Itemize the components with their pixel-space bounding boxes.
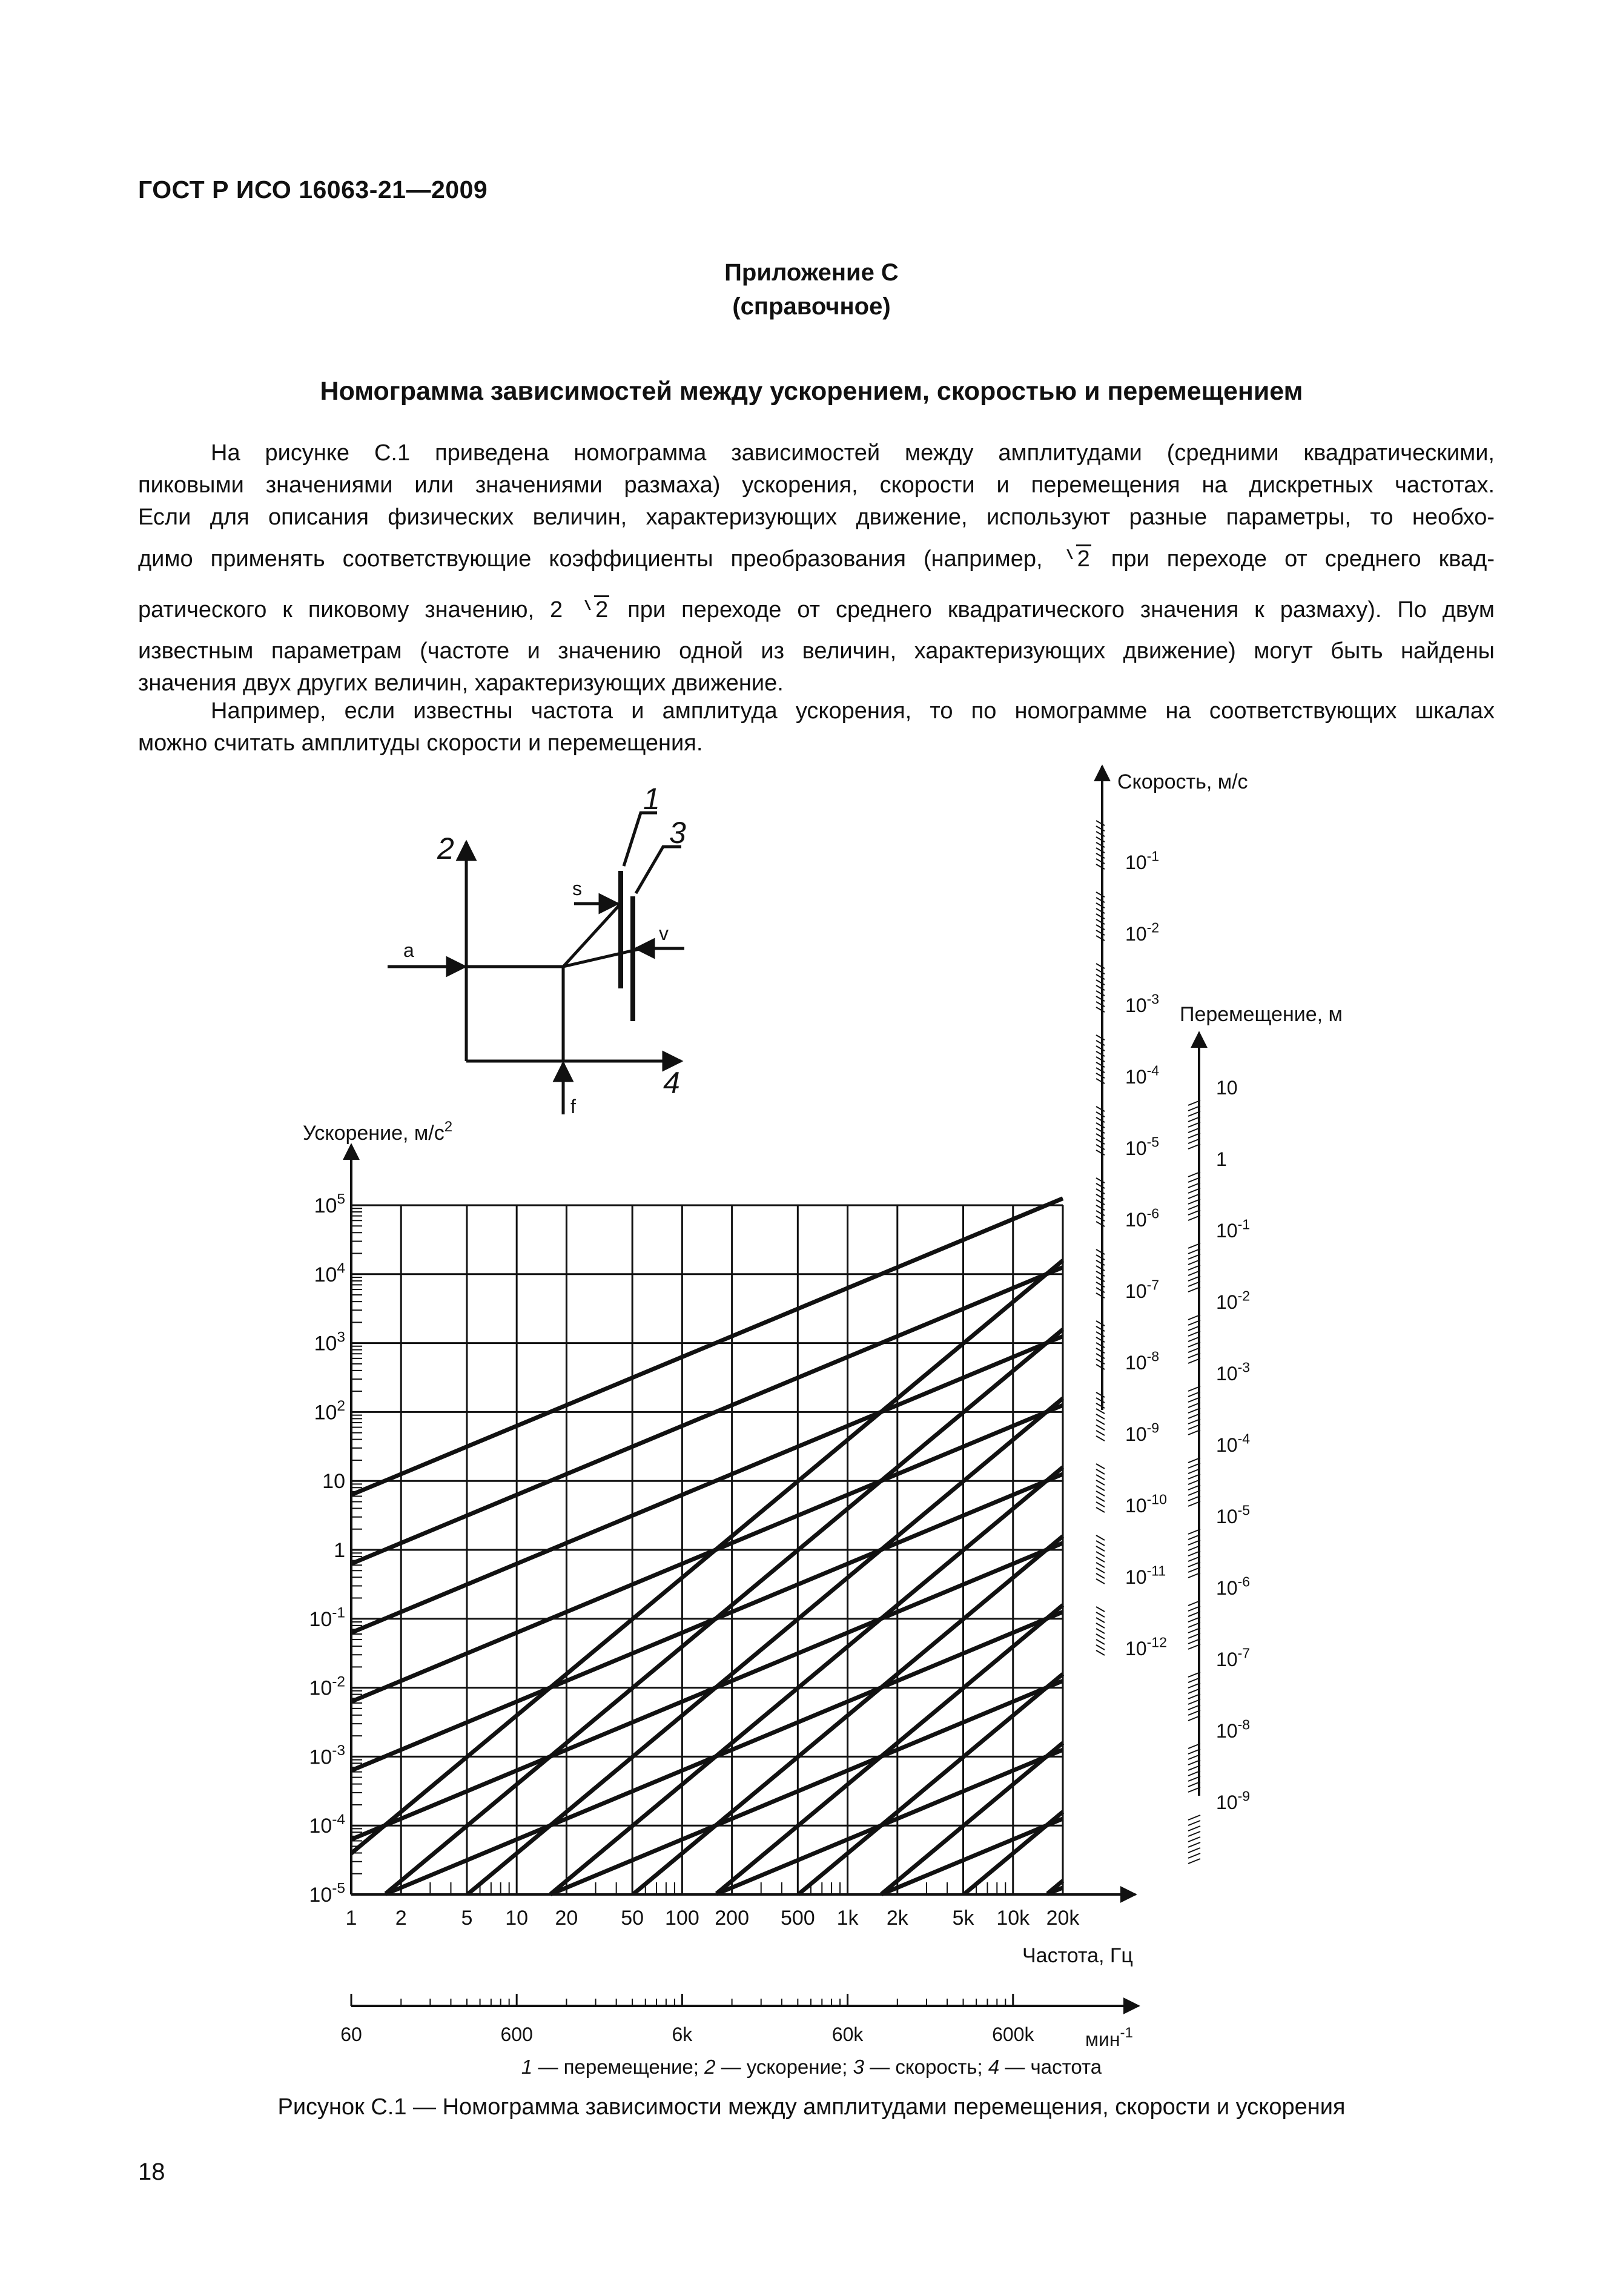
- displacement-hatch: [1188, 1826, 1200, 1831]
- velocity-hatch: [1096, 1535, 1105, 1540]
- tick-exponent: -2: [1237, 1288, 1251, 1304]
- tick-exponent: -8: [1237, 1716, 1251, 1733]
- tick-exponent: -3: [332, 1742, 345, 1759]
- legend-text: — частота: [999, 2056, 1102, 2078]
- legend-text: — перемещение;: [532, 2056, 705, 2078]
- text-run: при переходе от среднего квадратического значения к размаху). По двум: [627, 597, 1495, 623]
- tick-base: 10: [1125, 1209, 1147, 1231]
- tick-exponent: -11: [1146, 1563, 1166, 1579]
- tick-exponent: 4: [337, 1260, 345, 1277]
- tick-base: 10: [1216, 1291, 1238, 1313]
- tick-exponent: -6: [1237, 1573, 1251, 1590]
- x-tick-label: 5: [461, 1907, 473, 1930]
- tick-exponent: -4: [1237, 1431, 1251, 1447]
- displacement-scale-label: [1216, 1360, 1250, 1385]
- x-tick-label: 1: [345, 1907, 357, 1930]
- tick-base: 10: [1216, 1649, 1238, 1670]
- plot-diagonals: [351, 1199, 1063, 1894]
- velocity-hatch: [1096, 1623, 1105, 1628]
- tick-base: 10: [1216, 1720, 1238, 1742]
- tick-exponent: -12: [1146, 1634, 1167, 1650]
- tick-base: 1: [1216, 1148, 1227, 1170]
- displacement-scale-label: [1216, 1646, 1250, 1670]
- tick-exponent: 2: [337, 1398, 345, 1415]
- tick-exponent: -3: [1146, 991, 1160, 1007]
- velocity-hatch: [1096, 1650, 1105, 1655]
- tick-base: 10: [314, 1401, 337, 1424]
- inset-leader-3: [636, 847, 681, 893]
- tick-base: 10: [314, 1194, 337, 1217]
- displacement-hatch: [1188, 1837, 1200, 1842]
- inset-diagram: [388, 813, 684, 1114]
- legend-number: 4: [988, 2056, 1000, 2078]
- velocity-hatch: [1096, 1579, 1105, 1584]
- tick-exponent: -7: [1237, 1645, 1251, 1661]
- rpm-unit-sup: -1: [1120, 2025, 1133, 2041]
- displacement-scale: [1188, 1077, 1250, 1864]
- displacement-line: [881, 1743, 1063, 1894]
- tick-base: 10: [1125, 1423, 1147, 1445]
- displacement-scale-label: [1216, 1503, 1250, 1527]
- x-tick-label: 10: [505, 1907, 529, 1930]
- displacement-hatch: [1188, 1815, 1200, 1820]
- rpm-tick-label: 60: [340, 2023, 362, 2045]
- tick-base: 10: [1216, 1791, 1238, 1813]
- text-run: ратического к пиковому значению, 2: [138, 597, 563, 623]
- velocity-hatch: [1096, 1431, 1105, 1435]
- velocity-hatch: [1096, 1541, 1105, 1546]
- displacement-hatch: [1188, 1848, 1200, 1853]
- tick-base: 10: [1216, 1077, 1238, 1099]
- inset-label-2: 2: [437, 832, 454, 865]
- tick-exponent: -6: [1146, 1205, 1160, 1222]
- displacement-hatch: [1188, 1821, 1200, 1825]
- velocity-hatch: [1096, 1486, 1105, 1490]
- tick-base: 10: [1216, 1434, 1238, 1456]
- page-number: 18: [138, 2159, 165, 2185]
- x-tick-label: 100: [665, 1907, 699, 1930]
- velocity-hatch: [1096, 1469, 1105, 1474]
- rpm-tick-label: 600: [500, 2023, 533, 2045]
- velocity-line: [716, 1750, 1063, 1894]
- annex-type: (справочное): [732, 293, 891, 320]
- inset-velocity-line: [563, 948, 642, 967]
- velocity-scale-label: [1125, 1420, 1159, 1445]
- paragraph-line: пиковыми значениями или значениями размаха) ускорения, скорости и перемещения на дискретных частотах.: [138, 472, 1495, 498]
- velocity-hatch: [1096, 1634, 1105, 1639]
- velocity-hatch: [1096, 1497, 1105, 1501]
- tick-base: 10: [1125, 852, 1147, 873]
- displacement-scale-label: [1216, 1288, 1250, 1313]
- tick-base: 10: [1125, 1066, 1147, 1088]
- rpm-unit-label: [1085, 2025, 1133, 2050]
- plot-grid: [351, 1205, 1063, 1894]
- tick-base: 10: [314, 1263, 337, 1286]
- velocity-line: [386, 1612, 1063, 1894]
- rpm-tick-label: 600k: [992, 2023, 1034, 2045]
- inset-displacement-line: [563, 904, 621, 967]
- velocity-scale-label: [1125, 1063, 1159, 1088]
- tick-exponent: -2: [332, 1673, 345, 1690]
- freq-axis-title: Частота, Гц: [1022, 1944, 1133, 1967]
- y-tick-label: [309, 1673, 345, 1699]
- displacement-scale-label: [1216, 1574, 1250, 1599]
- displacement-hatch: [1188, 1831, 1200, 1836]
- tick-base: 10: [309, 1676, 332, 1700]
- tick-exponent: -3: [1237, 1359, 1251, 1375]
- tick-base: 10: [1125, 994, 1147, 1016]
- velocity-hatch: [1096, 1629, 1105, 1633]
- tick-base: 10: [314, 1332, 337, 1355]
- velocity-hatch: [1096, 1480, 1105, 1485]
- sqrt-radicand: 2: [1076, 544, 1091, 572]
- velocity-hatch: [1096, 1502, 1105, 1507]
- velocity-hatch: [1096, 1568, 1105, 1573]
- x-tick-label: 20: [555, 1907, 578, 1930]
- tick-base: 10: [1216, 1220, 1238, 1242]
- velocity-line: [881, 1819, 1063, 1894]
- figure-legend: [0, 2056, 1623, 2079]
- velocity-scale-label: [1125, 1635, 1167, 1659]
- displacement-scale-label: [1216, 1788, 1250, 1813]
- velocity-scale: [1096, 821, 1167, 1659]
- tick-exponent: -5: [1146, 1134, 1160, 1150]
- tick-base: 10: [1125, 1638, 1147, 1659]
- paragraph-line: Если для описания физических величин, характеризующих движение, используют разные параметры, то необхо-: [138, 505, 1495, 530]
- paragraph-line: известным параметрам (частоте и значению одной из величин, характеризующих движение) могут быть найдены: [138, 638, 1495, 664]
- velocity-scale-label: [1125, 849, 1159, 873]
- velocity-scale-label: [1125, 1563, 1166, 1588]
- velocity-hatch: [1096, 1645, 1105, 1650]
- velocity-hatch: [1096, 1491, 1105, 1496]
- legend-number: 3: [853, 2056, 864, 2078]
- velocity-scale-label: [1125, 1206, 1159, 1231]
- tick-exponent: -9: [1237, 1788, 1251, 1804]
- y-tick-label: [309, 1742, 345, 1768]
- paragraph-line: На рисунке С.1 приведена номограмма зависимостей между амплитудами (средними квадратическими,: [211, 440, 1495, 466]
- tick-base: 10: [309, 1884, 332, 1907]
- x-tick-label: 2k: [886, 1907, 908, 1930]
- sqrt-radicand: 2: [594, 595, 609, 623]
- rpm-axis: [340, 1994, 1139, 2050]
- accel-axis-title: [303, 1119, 452, 1145]
- velocity-hatch: [1096, 1639, 1105, 1644]
- inset-label-v: v: [659, 922, 669, 944]
- y-tick-label: [314, 1398, 345, 1424]
- text-run: димо применять соответствующие коэффициенты преобразования (например,: [138, 546, 1043, 572]
- tick-exponent: -1: [332, 1604, 345, 1621]
- velocity-scale-label: [1125, 920, 1159, 945]
- legend-text: — скорость;: [864, 2056, 988, 2078]
- y-tick-label: [309, 1811, 345, 1838]
- tick-exponent: -9: [1146, 1420, 1160, 1436]
- velocity-hatch: [1096, 1618, 1105, 1623]
- tick-base: 10: [1125, 1566, 1147, 1588]
- inset-label-1: 1: [643, 782, 660, 816]
- tick-base: 10: [1125, 923, 1147, 945]
- tick-base: 10: [309, 1607, 332, 1631]
- y-tick-label: [314, 1191, 345, 1217]
- velocity-scale-label: [1125, 1134, 1159, 1159]
- x-tick-label: 20k: [1046, 1907, 1080, 1930]
- section-title: Номограмма зависимостей между ускорением, скоростью и перемещением: [320, 377, 1303, 406]
- y-tick-label: [334, 1539, 345, 1562]
- tick-exponent: -8: [1146, 1348, 1160, 1365]
- tick-base: 10: [1216, 1363, 1238, 1385]
- accel-axis-title-text: Ускорение, м/с: [303, 1122, 445, 1145]
- rpm-tick-label: 60k: [831, 2023, 864, 2045]
- displacement-scale-label: [1216, 1148, 1227, 1170]
- velocity-hatch: [1096, 1414, 1105, 1419]
- velocity-scale-label: [1125, 1349, 1159, 1374]
- x-tick-label: 2: [395, 1907, 407, 1930]
- y-tick-label: [314, 1329, 345, 1355]
- velocity-hatch: [1096, 1607, 1105, 1612]
- displacement-line: [716, 1605, 1063, 1893]
- x-tick-label: 10k: [996, 1907, 1030, 1930]
- x-tick-label: 1k: [836, 1907, 859, 1930]
- inset-label-4: 4: [663, 1066, 680, 1100]
- rpm-unit-text: мин: [1085, 2028, 1120, 2050]
- paragraph-line: можно считать амплитуды скорости и перемещения.: [138, 730, 703, 756]
- tick-exponent: -4: [1146, 1062, 1160, 1079]
- tick-exponent: -7: [1146, 1277, 1160, 1293]
- displacement-hatch: [1188, 1842, 1200, 1847]
- velocity-hatch: [1096, 1563, 1105, 1567]
- y-tick-label: [309, 1605, 345, 1631]
- text-run: при переходе от среднего квад-: [1111, 546, 1495, 572]
- tick-base: 10: [309, 1745, 332, 1769]
- x-tick-label: 200: [715, 1907, 749, 1930]
- displacement-hatch: [1188, 1859, 1200, 1864]
- accel-axis-title-sup: 2: [444, 1119, 453, 1135]
- tick-exponent: -10: [1146, 1491, 1167, 1507]
- velocity-scale-label: [1125, 1277, 1159, 1302]
- tick-base: 1: [334, 1539, 345, 1562]
- displacement-hatch: [1188, 1853, 1200, 1858]
- displacement-axis-title: Перемещение, м: [1180, 1003, 1343, 1026]
- tick-exponent: -1: [1237, 1216, 1251, 1232]
- velocity-line: [550, 1681, 1063, 1894]
- paragraph-line: Например, если известны частота и амплитуда ускорения, то по номограмме на соответствующих шкалах: [211, 698, 1495, 724]
- tick-exponent: -1: [1146, 848, 1160, 864]
- rpm-tick-label: 6k: [672, 2023, 693, 2045]
- velocity-scale-label: [1125, 1492, 1167, 1517]
- inset-label-a: a: [403, 939, 414, 961]
- tick-exponent: -4: [332, 1811, 345, 1828]
- tick-base: 10: [1125, 1495, 1147, 1517]
- legend-text: — ускорение;: [715, 2056, 853, 2078]
- y-tick-label: [309, 1881, 345, 1907]
- paragraph-line: значения двух других величин, характеризующих движение.: [138, 670, 784, 696]
- document-header: ГОСТ Р ИСО 16063-21—2009: [138, 176, 488, 203]
- tick-base: 10: [309, 1815, 332, 1838]
- displacement-line: [386, 1329, 1063, 1894]
- y-tick-label: [314, 1260, 345, 1286]
- velocity-hatch: [1096, 1546, 1105, 1551]
- tick-exponent: 5: [337, 1191, 345, 1208]
- velocity-hatch: [1096, 1573, 1105, 1578]
- displacement-line: [550, 1467, 1063, 1894]
- x-tick-label: 50: [621, 1907, 644, 1930]
- displacement-scale-label: [1216, 1077, 1238, 1099]
- inset-label-s: s: [572, 878, 582, 899]
- velocity-axis-title: Скорость, м/с: [1117, 770, 1248, 793]
- displacement-scale-label: [1216, 1717, 1250, 1742]
- velocity-scale-label: [1125, 991, 1159, 1016]
- y-tick-label: [322, 1470, 345, 1493]
- velocity-hatch: [1096, 1475, 1105, 1480]
- velocity-hatch: [1096, 1436, 1105, 1441]
- velocity-hatch: [1096, 1552, 1105, 1557]
- figure-caption: Рисунок С.1 — Номограмма зависимости между амплитудами перемещения, скорости и ускорения: [277, 2094, 1346, 2120]
- displacement-scale-label: [1216, 1217, 1250, 1242]
- velocity-hatch: [1096, 1425, 1105, 1430]
- tick-base: 10: [1125, 1137, 1147, 1159]
- inset-label-3: 3: [669, 816, 686, 850]
- velocity-hatch: [1096, 1612, 1105, 1617]
- tick-exponent: -5: [1237, 1502, 1251, 1518]
- tick-exponent: -2: [1146, 919, 1160, 936]
- inset-leader-1: [624, 813, 657, 866]
- tick-base: 10: [1216, 1577, 1238, 1599]
- x-tick-label: 500: [780, 1907, 815, 1930]
- x-tick-label: 5k: [952, 1907, 974, 1930]
- tick-base: 10: [322, 1470, 345, 1494]
- velocity-hatch: [1096, 1557, 1105, 1562]
- tick-exponent: -5: [332, 1880, 345, 1897]
- displacement-scale-label: [1216, 1431, 1250, 1456]
- tick-base: 10: [1216, 1506, 1238, 1527]
- inset-label-f: f: [570, 1096, 576, 1117]
- legend-number: 1: [521, 2056, 533, 2078]
- annex-label: Приложение С: [724, 259, 899, 286]
- plot-axes: [351, 766, 1199, 1894]
- tick-base: 10: [1125, 1352, 1147, 1374]
- legend-number: 2: [704, 2056, 716, 2078]
- velocity-hatch: [1096, 1464, 1105, 1469]
- velocity-hatch: [1096, 1507, 1105, 1512]
- velocity-hatch: [1096, 1420, 1105, 1424]
- tick-exponent: 3: [337, 1329, 345, 1346]
- tick-base: 10: [1125, 1280, 1147, 1302]
